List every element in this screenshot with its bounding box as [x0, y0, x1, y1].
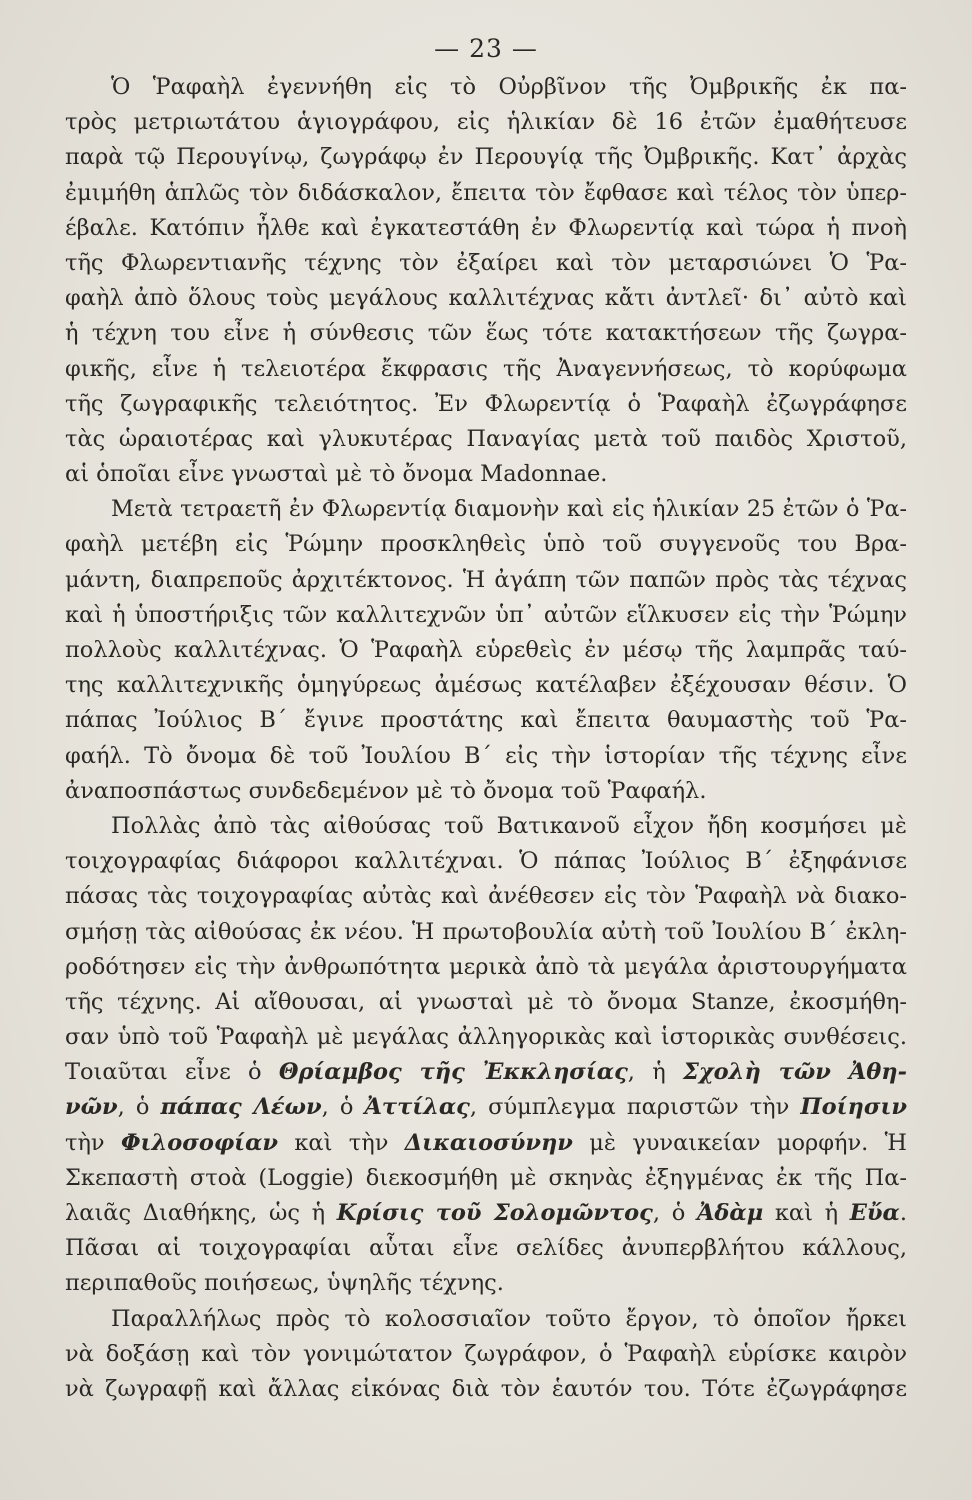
- text-segment: .: [899, 1200, 907, 1226]
- text-segment: Ὁ Ῥαφαὴλ ἐγεννήθη εἰς τὸ Οὐρβῖνον τῆς Ὀμβρικῆς ἐκ πα-: [111, 74, 907, 100]
- text-line: [65, 1302, 907, 1337]
- text-segment: φαήλ. Τὸ ὄνομα δὲ τοῦ Ἰουλίου Β΄ εἰς τὴν ἱστορίαν τῆς τέχνης εἶνε: [65, 742, 907, 769]
- text-segment: Σκεπαστὴ στοὰ (Loggie) διεκοσμήθη μὲ σκηνὰς ἐξηγμένας ἐκ τῆς Πα-: [65, 1164, 907, 1191]
- text-line: [65, 703, 907, 738]
- text-line: [65, 1126, 907, 1161]
- text-segment: καὶ ἡ ὑποστήριξις τῶν καλλιτεχνῶν ὑπ᾽ αὐτῶν εἵλκυσεν εἰς τὴν Ῥώμην: [65, 601, 907, 628]
- text-segment: φαὴλ μετέβη εἰς Ῥώμην προσκληθεὶς ὑπὸ τοῦ συγγενοῦς του Βρα-: [65, 531, 907, 558]
- text-line: [65, 668, 907, 703]
- emphasized-title: Ἀττίλας: [364, 1094, 470, 1121]
- text-line: [65, 739, 907, 774]
- text-segment: αἱ ὁποῖαι εἶνε γνωσταὶ μὲ τὸ ὄνομα Madonnae.: [65, 461, 608, 488]
- text-line: [65, 352, 907, 387]
- text-line: [65, 492, 907, 527]
- text-line: [65, 422, 907, 457]
- text-line: [65, 246, 907, 281]
- text-segment: πάσας τὰς τοιχογραφίας αὐτὰς καὶ ἀνέθεσεν εἰς τὸν Ῥαφαὴλ νὰ διακο-: [65, 883, 907, 910]
- text-segment: τὰς ὡραιοτέρας καὶ γλυκυτέρας Παναγίας μετὰ τοῦ παιδὸς Χριστοῦ,: [65, 425, 907, 452]
- text-segment: τοιχογραφίας διάφοροι καλλιτέχναι. Ὁ πάπας Ἰούλιος Β΄ ἐξηφάνισε: [65, 848, 907, 875]
- emphasized-title: νῶν: [65, 1094, 118, 1121]
- text-segment: ροδότησεν εἰς τὴν ἀνθρωπότητα μερικὰ ἀπὸ τὰ μεγάλα ἀριστουργήματα: [65, 953, 907, 980]
- emphasized-title: Θρίαμβος τῆς Ἐκκλησίας: [278, 1059, 628, 1086]
- text-segment: τῆς τέχνης. Αἱ αἴθουσαι, αἱ γνωσταὶ μὲ τὸ ὄνομα Stanze, ἐκοσμήθη-: [65, 988, 907, 1015]
- text-line: [65, 387, 907, 422]
- emphasized-title: Κρίσις τοῦ Σολομῶντος: [336, 1200, 653, 1226]
- text-line: [65, 105, 907, 140]
- text-segment: , σύμπλεγμα παριστῶν τὴν: [469, 1094, 801, 1121]
- text-segment: πάπας Ἰούλιος Β΄ ἔγινε προστάτης καὶ ἔπειτα θαυμαστὴς τοῦ Ῥα-: [65, 707, 907, 734]
- emphasized-title: Ἀδὰμ: [696, 1200, 764, 1226]
- body-text: [65, 70, 907, 1407]
- text-segment: φαὴλ ἀπὸ ὅλους τοὺς μεγάλους καλλιτέχνας κἄτι ἀντλεῖ· δι᾽ αὐτὸ καὶ: [65, 285, 907, 312]
- text-segment: , ὁ: [321, 1094, 365, 1121]
- text-segment: Πᾶσαι αἱ τοιχογραφίαι αὗται εἶνε σελίδες ἀνυπερβλήτου κάλλους,: [65, 1235, 907, 1262]
- text-line: [65, 1196, 907, 1231]
- text-line: [65, 1372, 907, 1407]
- text-line: [65, 1055, 907, 1090]
- text-segment: Πολλὰς ἀπὸ τὰς αἰθούσας τοῦ Βατικανοῦ εἶχον ἤδη κοσμήσει μὲ: [111, 812, 907, 839]
- text-segment: νὰ ζωγραφῇ καὶ ἄλλας εἰκόνας διὰ τὸν ἑαυτόν του. Τότε ἐζωγράφησε: [65, 1375, 907, 1402]
- text-segment: τῆς Φλωρεντιανῆς τέχνης τὸν ἐξαίρει καὶ τὸν μεταρσιώνει Ὁ Ῥα-: [65, 249, 907, 276]
- text-segment: νὰ δοξάσῃ καὶ τὸν γονιμώτατον ζωγράφον, ὁ Ῥαφαὴλ εὑρίσκε καιρὸν: [65, 1340, 907, 1367]
- text-line: [65, 316, 907, 351]
- text-segment: έβαλε. Κατόπιν ἦλθε καὶ ἐγκατεστάθη ἐν Φλωρεντίᾳ καὶ τώρα ἡ πνοὴ: [65, 214, 907, 241]
- text-segment: πολλοὺς καλλιτέχνας. Ὁ Ῥαφαὴλ εὑρεθεὶς ἐν μέσῳ τῆς λαμπρᾶς ταύ-: [65, 637, 907, 663]
- text-segment: Μετὰ τετραετῆ ἐν Φλωρεντίᾳ διαμονὴν καὶ εἰς ἡλικίαν 25 ἐτῶν ὁ Ῥα-: [111, 496, 907, 523]
- text-segment: , ὁ: [117, 1094, 161, 1121]
- text-line: [65, 457, 907, 492]
- emphasized-title: πάπας Λέων: [160, 1094, 322, 1121]
- text-line: [65, 527, 907, 562]
- text-segment: μὲ γυναικείαν μορφήν. Ἡ: [572, 1129, 907, 1156]
- text-line: [65, 774, 907, 809]
- text-line: [65, 950, 907, 985]
- text-line: [65, 915, 907, 950]
- text-line: [65, 1020, 907, 1055]
- text-segment: τὴν: [65, 1129, 121, 1156]
- text-line: [65, 176, 907, 211]
- emphasized-title: Ποίησιν: [800, 1094, 907, 1121]
- text-line: [65, 985, 907, 1020]
- emphasized-title: Φιλοσοφίαν: [120, 1129, 278, 1156]
- text-line: [65, 70, 907, 105]
- emphasized-title: Εὔα: [849, 1200, 900, 1226]
- text-segment: ἐμιμήθη ἁπλῶς τὸν διδάσκαλον, ἔπειτα τὸν ἔφθασε καὶ τέλος τὸν ὑπερ-: [65, 179, 907, 206]
- text-line: [65, 1231, 907, 1266]
- text-segment: παρὰ τῷ Περουγίνῳ, ζωγράφῳ ἐν Περουγίᾳ τῆς Ὀμβρικῆς. Κατ᾽ ἀρχὰς: [65, 144, 907, 171]
- text-segment: σαν ὑπὸ τοῦ Ῥαφαὴλ μὲ μεγάλας ἀλληγορικὰς καὶ ἱστορικὰς συνθέσεις.: [65, 1024, 907, 1051]
- text-line: [65, 844, 907, 879]
- emphasized-title: Σχολὴ τῶν Ἀθη-: [682, 1059, 907, 1086]
- text-line: [65, 1090, 907, 1125]
- text-line: [65, 281, 907, 316]
- text-segment: , ὁ: [652, 1200, 697, 1226]
- text-line: [65, 809, 907, 844]
- text-segment: καὶ τὴν: [278, 1129, 405, 1156]
- text-segment: σμήσῃ τὰς αἰθούσας ἐκ νέου. Ἡ πρωτοβουλία αὐτὴ τοῦ Ἰουλίου Β΄ ἐκλη-: [65, 918, 907, 945]
- text-segment: Τοιαῦται εἶνε ὁ: [65, 1059, 279, 1086]
- text-segment: της καλλιτεχνικῆς ὁμηγύρεως ἀμέσως κατέλαβεν ἐξέχουσαν θέσιν. Ὁ: [65, 672, 907, 699]
- text-segment: Παραλλήλως πρὸς τὸ κολοσσιαῖον τοῦτο ἔργον, τὸ ὁποῖον ἤρκει: [111, 1305, 907, 1332]
- text-segment: μάντη, διαπρεποῦς ἀρχιτέκτονος. Ἡ ἀγάπη τῶν παπῶν πρὸς τὰς τέχνας: [65, 566, 907, 593]
- text-line: [65, 633, 907, 668]
- text-line: [65, 879, 907, 914]
- page-number: — 23 —: [434, 34, 538, 63]
- text-segment: περιπαθοῦς ποιήσεως, ὑψηλῆς τέχνης.: [65, 1270, 504, 1297]
- text-line: [65, 563, 907, 598]
- text-line: [65, 211, 907, 246]
- text-line: [65, 1161, 907, 1196]
- text-line: [65, 140, 907, 175]
- text-segment: ἀναποσπάστως συνδεδεμένον μὲ τὸ ὄνομα τοῦ Ῥαφαήλ.: [65, 777, 707, 804]
- text-segment: τρὸς μετριωτάτου ἁγιογράφου, εἰς ἡλικίαν δὲ 16 ἐτῶν ἐμαθήτευσε: [65, 109, 907, 136]
- text-line: [65, 1337, 907, 1372]
- text-segment: φικῆς, εἶνε ἡ τελειοτέρα ἔκφρασις τῆς Ἀναγεννήσεως, τὸ κορύφωμα: [65, 355, 907, 382]
- text-line: [65, 1266, 907, 1301]
- text-segment: λαιᾶς Διαθήκης, ὡς ἡ: [65, 1200, 337, 1226]
- emphasized-title: Δικαιοσύνην: [404, 1129, 573, 1156]
- text-segment: ἡ τέχνη του εἶνε ἡ σύνθεσις τῶν ἕως τότε κατακτήσεων τῆς ζωγρα-: [65, 320, 907, 347]
- text-segment: τῆς ζωγραφικῆς τελειότητος. Ἐν Φλωρεντίᾳ ὁ Ῥαφαὴλ ἐζωγράφησε: [65, 390, 907, 417]
- text-line: [65, 598, 907, 633]
- text-segment: , ἡ: [627, 1059, 683, 1086]
- text-segment: καὶ ἡ: [763, 1200, 850, 1226]
